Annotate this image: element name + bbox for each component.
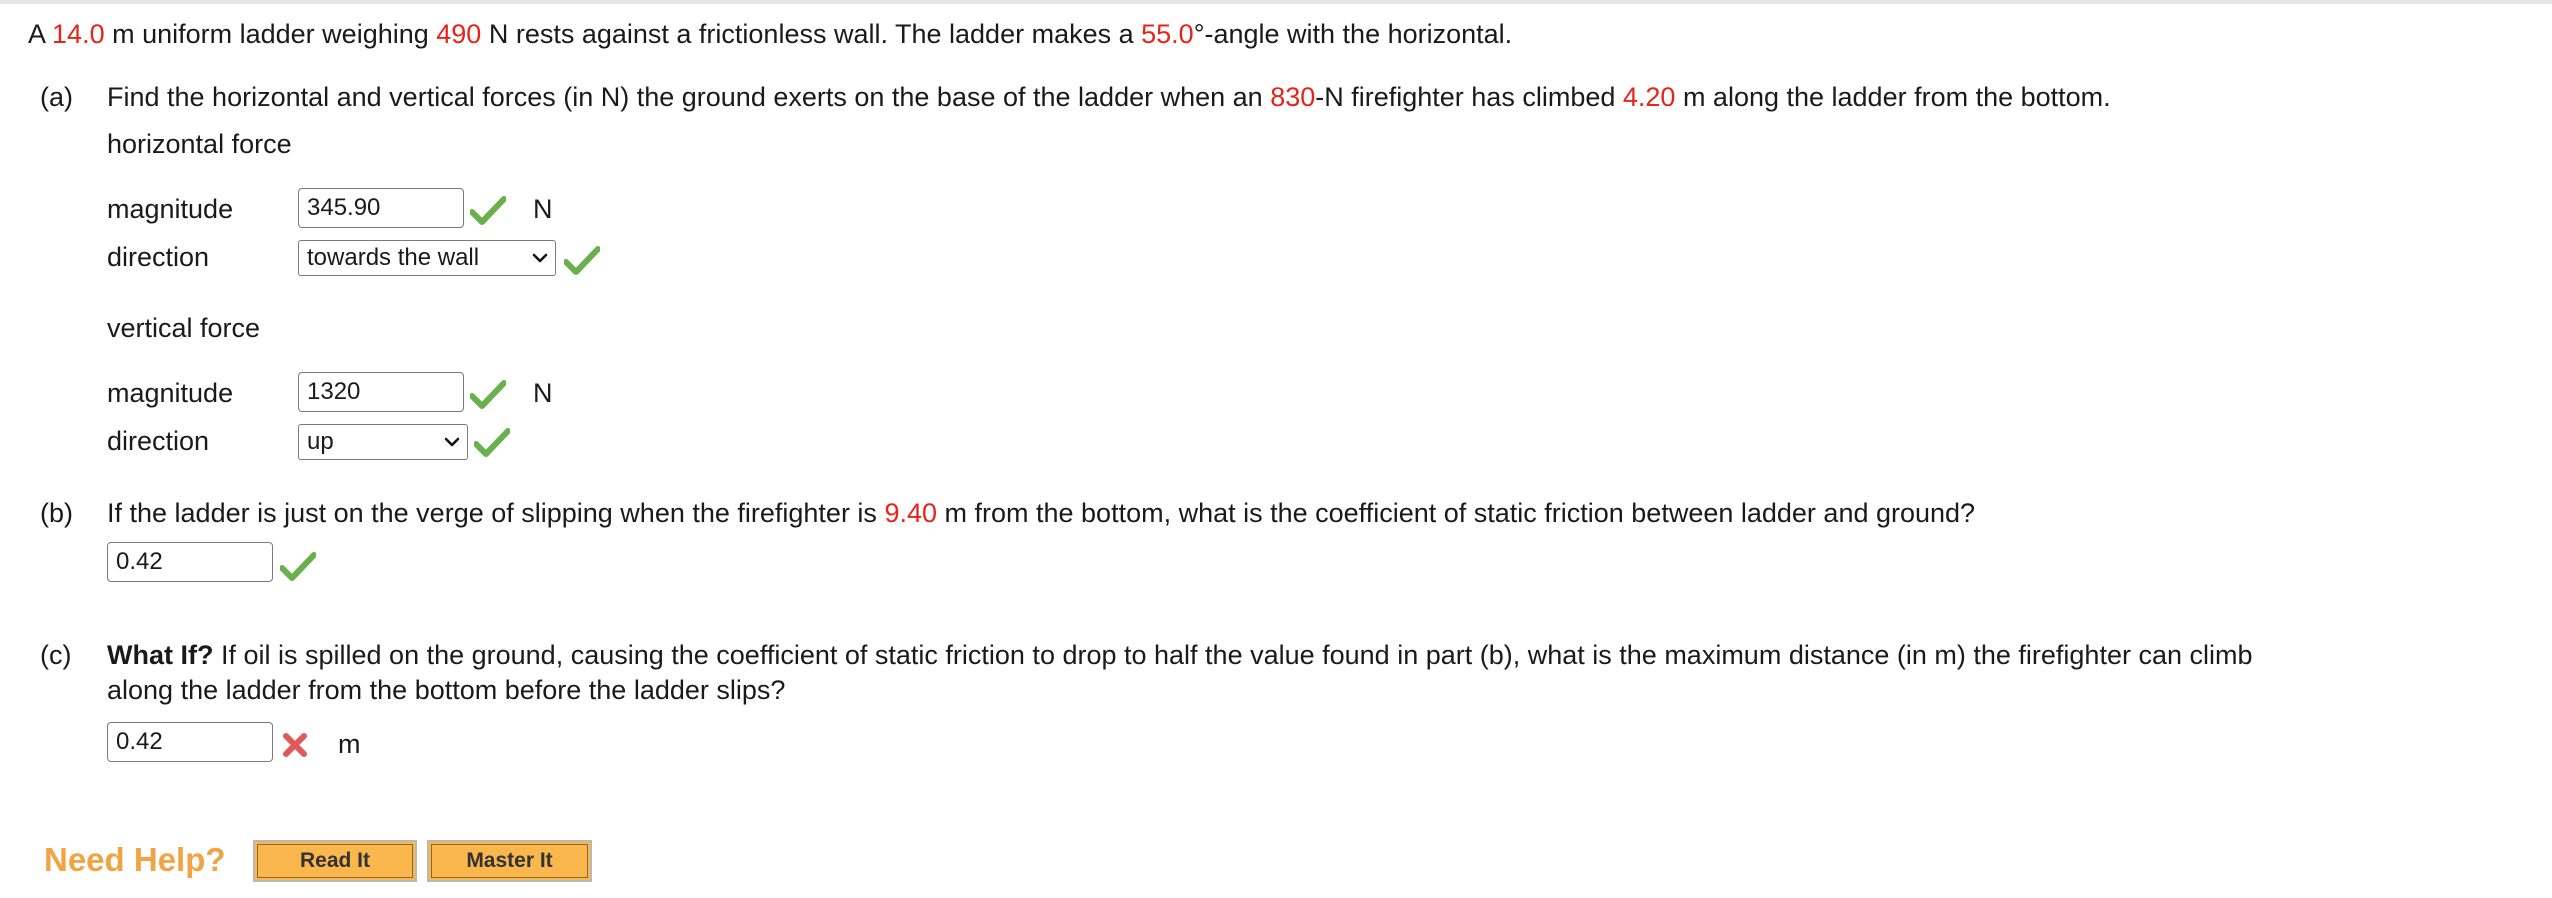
part-b-question: If the ladder is just on the verge of slipping when the firefighter is 9.40 m from the bottom, what is the coefficient of static friction between ladder and ground? — [107, 498, 1976, 528]
horizontal-force-heading: horizontal force — [107, 129, 292, 159]
part-c-question-line2: along the ladder from the bottom before the ladder slips? — [107, 675, 786, 705]
read-it-button[interactable]: Read It — [253, 840, 417, 882]
horizontal-direction-value: towards the wall — [307, 244, 480, 271]
horizontal-direction-select[interactable] — [298, 240, 556, 276]
part-c-answer-input[interactable]: 0.42 — [107, 722, 273, 762]
what-if-label: What If? — [107, 640, 214, 670]
problem-statement: A 14.0 m uniform ladder weighing 490 N rests against a frictionless wall. The ladder makes a 55.0°-angle with the horizontal. — [28, 19, 1513, 49]
check-icon — [280, 552, 316, 582]
horizontal-direction-label: direction — [107, 242, 210, 272]
need-help-label: Need Help? — [44, 841, 226, 878]
check-icon — [564, 246, 600, 276]
given-slip-distance: 9.40 — [884, 498, 937, 528]
vertical-direction-select[interactable] — [298, 424, 468, 460]
cross-icon — [280, 730, 310, 760]
check-icon — [470, 196, 506, 226]
part-c-question-line1: What If? If oil is spilled on the ground, causing the coefficient of static friction to drop to half the value found in part (b), what is the maximum distance (in m) the firefighter can climb — [107, 640, 2253, 670]
part-b-label: (b) — [40, 498, 73, 528]
given-length: 14.0 — [52, 19, 105, 49]
part-a-question: Find the horizontal and vertical forces (in N) the ground exerts on the base of the ladder when an 830-N firefighter has climbed 4.20 m along the ladder from the bottom. — [107, 82, 2111, 112]
part-a-label: (a) — [40, 82, 73, 112]
vertical-force-heading: vertical force — [107, 313, 261, 343]
vertical-magnitude-unit: N — [533, 378, 553, 408]
part-b-answer-input[interactable]: 0.42 — [107, 542, 273, 582]
chevron-down-icon — [443, 433, 461, 451]
given-angle: 55.0 — [1141, 19, 1194, 49]
vertical-magnitude-input[interactable]: 1320 — [298, 372, 464, 412]
master-it-button[interactable]: Master It — [427, 840, 592, 882]
vertical-magnitude-label: magnitude — [107, 378, 234, 408]
vertical-direction-value: up — [307, 428, 334, 455]
chevron-down-icon — [531, 249, 549, 267]
given-climb-distance: 4.20 — [1622, 82, 1676, 112]
top-divider — [0, 0, 2552, 4]
check-icon — [470, 380, 506, 410]
horizontal-magnitude-input[interactable]: 345.90 — [298, 188, 464, 228]
given-weight: 490 — [436, 19, 482, 49]
part-c-answer-unit: m — [338, 729, 361, 759]
check-icon — [474, 428, 510, 458]
given-firefighter-weight: 830 — [1270, 82, 1316, 112]
horizontal-magnitude-unit: N — [533, 194, 553, 224]
vertical-direction-label: direction — [107, 426, 210, 456]
horizontal-magnitude-label: magnitude — [107, 194, 234, 224]
part-c-label: (c) — [40, 640, 72, 670]
